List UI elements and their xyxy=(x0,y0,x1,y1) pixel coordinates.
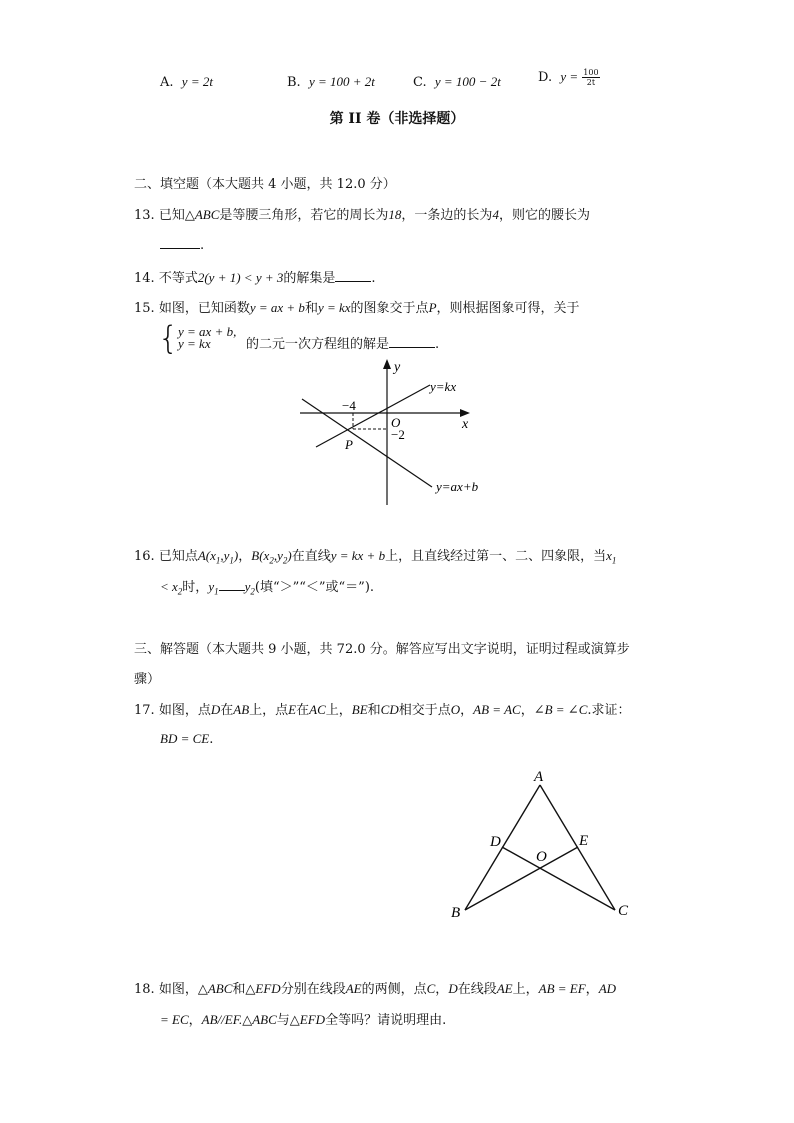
label-x: x xyxy=(462,417,469,432)
label-y: y xyxy=(394,360,401,375)
question-17: 17. 如图，点D在AB上，点E在AC上，BE和CD相交于点O，AB = AC，∠B = ∠C.求证： xyxy=(134,702,631,718)
y-axis-arrow xyxy=(383,359,391,369)
answer-blank xyxy=(219,578,245,591)
question-18: 18. 如图，△ABC和△EFD分别在线段AE的两侧，点C，D在线段AE上，AB = EF，AD xyxy=(134,981,617,997)
figure-15-graph xyxy=(290,355,500,510)
label-minus-4: −4 xyxy=(342,398,356,413)
question-15: 15. 如图，已知函数y = ax + b和y = kx的图象交于点P，则根据图象可得，关于 xyxy=(134,300,580,316)
question-18-line2: = EC，AB//EF.△ABC与△EFD全等吗？请说明理由. xyxy=(160,1012,447,1028)
figure-17-triangle xyxy=(445,765,640,925)
label-c: C xyxy=(618,903,629,919)
question-16: 16. 已知点$A(x_1,y_1)$，$B(x_2,y_2)$在直线y = kx + b上，且直线经过第一、二、四象限，当$x_1$ xyxy=(134,548,617,566)
label-minus-2: −2 xyxy=(391,427,405,442)
question-16-line2: < $x_2$时，$y_1$ $y_2$(填“＞”“＜”或“＝”). xyxy=(160,579,375,597)
segment-be xyxy=(465,847,578,910)
label-d: D xyxy=(490,834,501,850)
question-13: 13. 已知△ABC是等腰三角形，若它的周长为18，一条边的长为4，则它的腰长为 xyxy=(134,207,590,223)
question-14: 14. 不等式2(y + 1) < y + 3的解集是 . xyxy=(134,270,376,286)
option-b: B. y = 100 + 2t xyxy=(287,74,375,90)
line-axb xyxy=(302,399,432,487)
fraction: $\frac{100}{2t}$ xyxy=(583,68,599,87)
label-o: O xyxy=(536,849,547,865)
part2-title: 第 II 卷（非选择题） xyxy=(329,111,465,127)
question-13-answer-line: . xyxy=(160,236,204,253)
answer-blank xyxy=(389,335,435,348)
segment-cd xyxy=(502,847,615,910)
label-b: B xyxy=(451,905,461,921)
system-brace: { xyxy=(158,319,179,357)
label-line-kx: y=kx xyxy=(430,379,457,394)
equation-system: y = ax + b, y = kx xyxy=(178,324,237,351)
option-d: D. y = $\frac{100}{2t}$ xyxy=(538,68,599,87)
question-17-line2: BD = CE. xyxy=(160,731,214,747)
answer-blank xyxy=(335,269,371,282)
section3-heading-cont: 骤） xyxy=(134,672,161,687)
option-c: C. y = 100 − 2t xyxy=(413,74,501,90)
label-e: E xyxy=(579,833,589,849)
section3-heading: 三、解答题（本大题共 9 小题，共 72.0 分。解答应写出文字说明，证明过程或演算步 xyxy=(134,642,630,657)
line-kx xyxy=(316,385,430,447)
section2-heading: 二、填空题（本大题共 4 小题，共 12.0 分） xyxy=(134,177,396,192)
option-a: A. y = 2t xyxy=(160,74,213,90)
label-line-axb: y=ax+b xyxy=(436,479,479,494)
label-a: A xyxy=(534,769,544,785)
label-origin: O xyxy=(391,415,401,430)
answer-blank xyxy=(160,236,200,249)
label-point-p: P xyxy=(345,437,353,452)
x-axis-arrow xyxy=(460,409,470,417)
